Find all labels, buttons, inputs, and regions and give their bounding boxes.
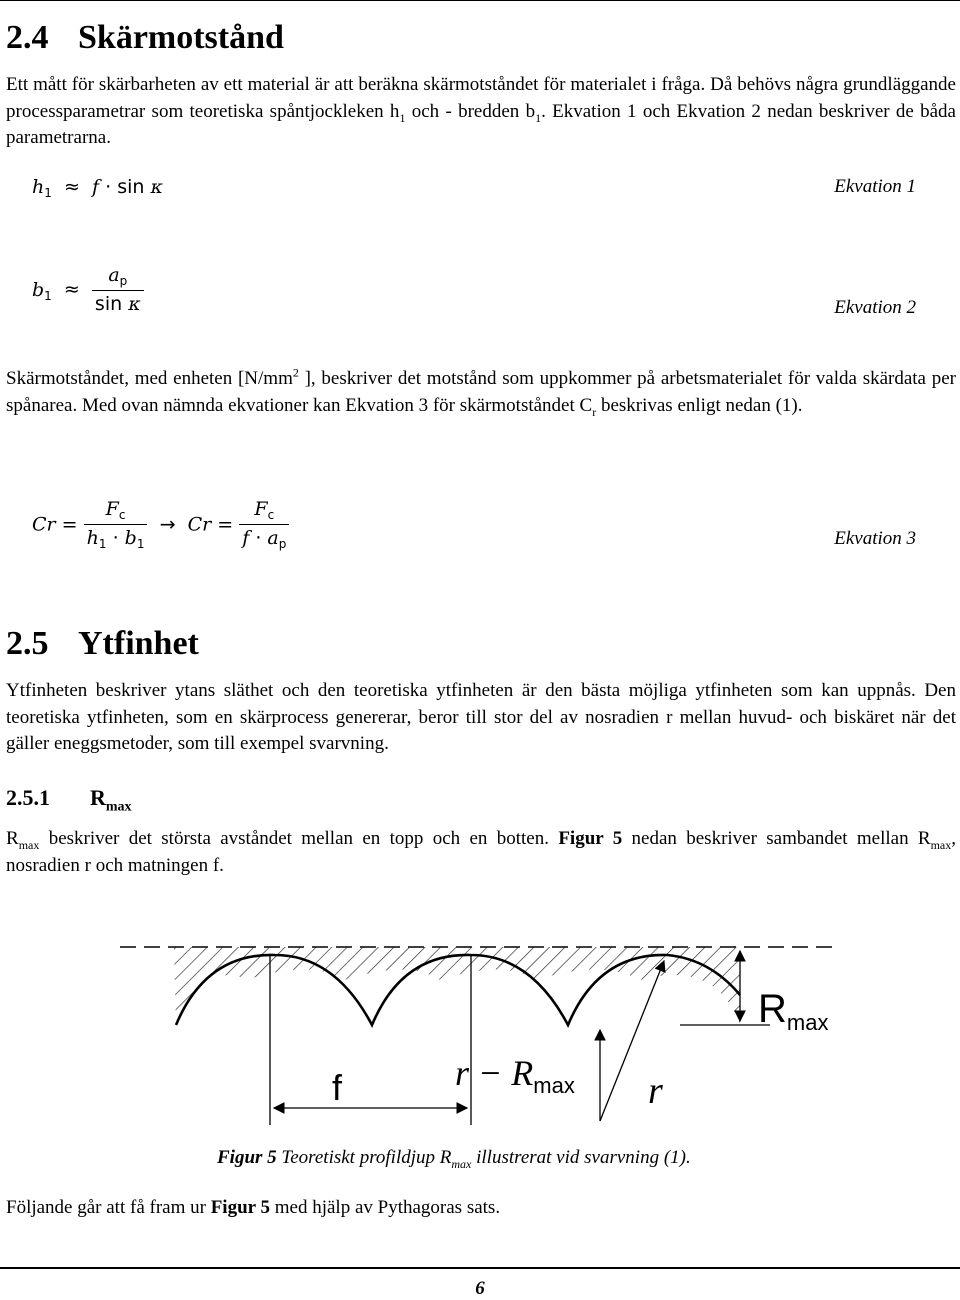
label-f: f [332,1067,343,1108]
text: R [6,828,19,849]
numerator [84,496,148,525]
equation-3-label: Ekvation 3 [834,528,916,549]
symbol-h: h [86,527,99,549]
subscript: max [930,837,952,852]
text: beskrivas enligt nedan (1). [596,394,803,416]
symbol-f: f [92,176,100,198]
equation-1 [32,176,163,198]
subscript: max [451,1156,472,1171]
symbol-f-force: F [105,498,119,520]
footer-rule [0,1267,960,1269]
equals-sign: = [61,513,78,536]
numerator [239,496,289,525]
dot-operator: · [112,527,119,549]
fraction-1 [84,496,148,553]
top-rule [0,0,960,1]
figure-5-profile-diagram [120,925,840,1140]
subscript: p [119,274,128,288]
fraction [92,262,144,317]
subscript: p [278,537,287,551]
caption-label: Figur 5 [217,1147,277,1168]
figure-reference: Figur 5 [558,828,623,849]
fraction-2 [239,496,289,553]
symbol-b: b [32,278,45,301]
superscript: 2 [292,365,299,380]
dot-operator: · [255,527,262,549]
text: Skärmotståndet, med enheten [N/mm [6,368,293,389]
symbol-b: b [124,527,137,549]
section-title: Skärmotstånd [78,19,284,56]
hatched-material [174,947,740,1025]
text: Ett mått för skärbarheten av ett material är att beräkna skärmotståndet för materialet i fråga. Då behövs några grundläggande processparametrar som teoretiska spåntjockleken h [6,74,956,122]
text: . Ekvation 1 och Ekvation 2 nedan beskriver de båda parametrarna. [6,100,956,148]
equation-3 [32,496,289,553]
symbol-h: h [32,176,45,198]
dot-operator: · [105,176,112,198]
sin-function: sin [117,176,145,198]
subscript: 1 [136,537,145,551]
section-heading-2-5-1 [6,785,132,815]
numerator [92,262,144,291]
section-heading-2-4 [6,18,284,58]
denominator [84,525,148,553]
subscript: 1 [44,186,52,200]
paragraph-intro [6,72,956,152]
label-r-minus-rmax: $r - R_{max}$ [455,1053,575,1098]
symbol-kappa: κ [128,293,141,315]
symbol-f-force: F [254,498,268,520]
text: ], beskriver det motstånd som uppkommer på arbetsmaterialet för valda skärdata per spånarea. Med ovan nämnda ekvationer kan Ekvation 3 för skärmotståndet C [6,368,956,416]
section-title: Ytfinhet [78,625,199,662]
text: Teoretiskt profildjup R [276,1147,452,1168]
symbol-a: a [108,264,120,286]
paragraph-cutting-resistance [6,366,956,419]
subscript: 1 [44,288,52,303]
section-number: 2.5.1 [6,785,50,810]
equation-2 [32,262,144,317]
symbol-kappa: κ [150,176,163,198]
symbol-a: a [267,527,279,549]
subscript: max [18,837,40,852]
figure-5-caption [217,1147,691,1169]
approx-sign: ≈ [63,176,80,198]
label-rmax: $R_{max}$ [758,987,829,1035]
subscript: r [592,404,597,419]
section-number: 2.5 [6,625,49,662]
denominator [92,291,144,317]
arrow: → [159,513,176,536]
paragraph-pythagoras [6,1195,956,1222]
section-title: R [90,785,106,810]
symbol-f: f [242,527,250,549]
approx-sign: ≈ [63,278,80,301]
subscript: 1 [98,537,107,551]
label-r: r [648,1070,663,1112]
symbol-cr: Cr [187,513,212,536]
page-number: 6 [475,1278,485,1299]
paragraph-rmax [6,826,956,879]
text: nedan beskriver sambandet mellan R [622,828,931,849]
symbol-cr: Cr [32,513,56,536]
text: och - bredden b [405,100,536,122]
subscript: c [267,508,275,522]
text: Följande går att få fram ur [6,1197,211,1218]
text: illustrerat vid svarvning (1). [471,1147,691,1168]
equation-2-label: Ekvation 2 [834,297,916,318]
equals-sign: = [217,513,234,536]
text: med hjälp av Pythagoras sats. [270,1197,501,1218]
text: , nosradien r och matningen f. [6,828,956,876]
subscript: max [105,799,132,815]
equation-1-label: Ekvation 1 [834,176,916,197]
figure-reference: Figur 5 [210,1197,270,1218]
paragraph-surface-finish: Ytfinheten beskriver ytans släthet och den teoretiska ytfinheten är den bästa möjliga ytfinheten som kan uppnås. Den teoretiska ytfinheten, som en skärprocess genererar, beror till stor del av nosradien r mellan huvud- och biskäret när det gäller eneggsmetoder, som till exempel svarvning. [6,680,956,754]
subscript: c [118,508,126,522]
section-number: 2.4 [6,19,49,56]
text: beskriver det största avståndet mellan en topp och en botten. [39,828,559,849]
sin-function: sin [94,293,123,315]
subscript: 1 [535,110,542,125]
denominator [239,525,289,553]
subscript: 1 [399,110,406,125]
section-heading-2-5 [6,624,199,664]
